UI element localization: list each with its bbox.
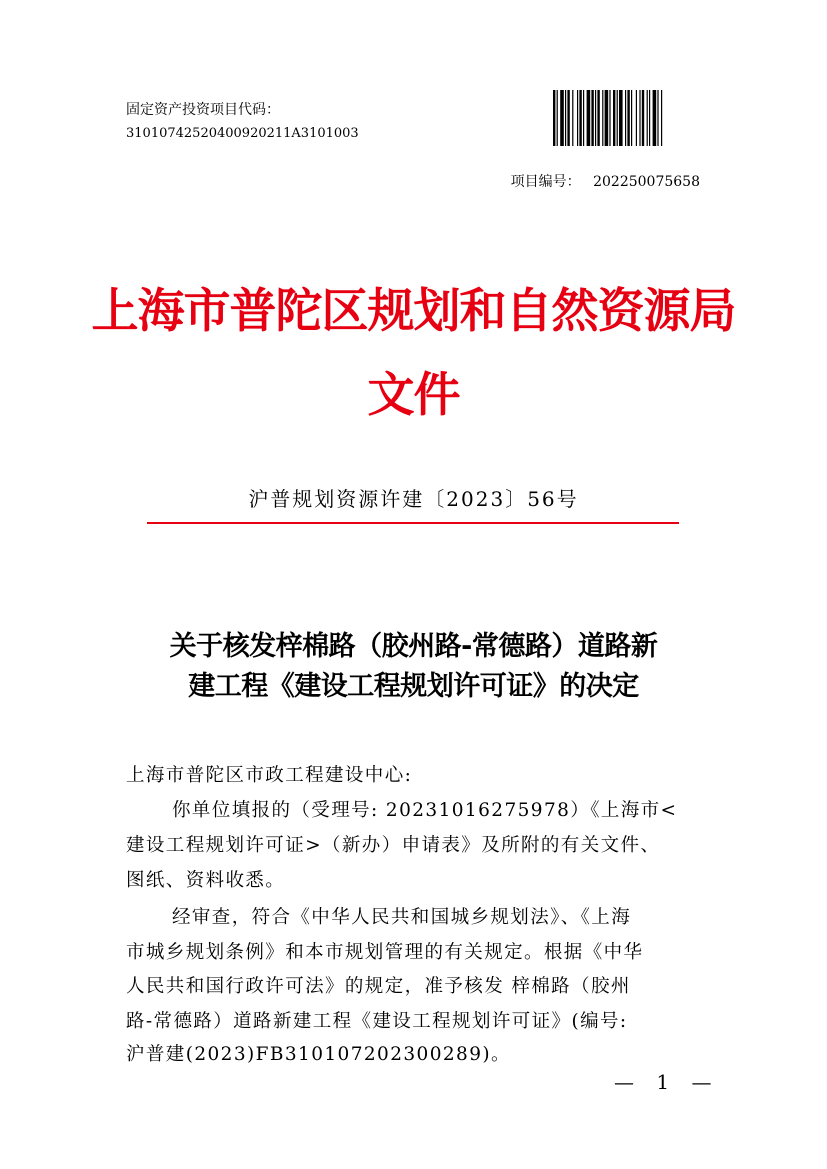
investment-code-value: 31010742520400920211A3101003 <box>126 126 359 141</box>
barcode-bar <box>577 90 578 146</box>
barcode-bar <box>553 90 555 146</box>
barcode-bar <box>639 90 640 146</box>
barcode-bar <box>560 90 564 146</box>
barcode-image <box>553 90 693 146</box>
subject-line1: 关于核发梓棉路（胶州路-常德路）道路新 <box>169 631 658 662</box>
barcode-bar <box>627 90 629 146</box>
barcode-bar <box>597 90 599 146</box>
barcode-bar <box>587 90 591 146</box>
red-divider-line <box>147 522 679 524</box>
barcode-bar <box>579 90 581 146</box>
paragraph-2-line: 市城乡规划条例》和本市规划管理的有关规定。根据《中华 <box>126 942 644 963</box>
paragraph-1-line: 图纸、资料收悉。 <box>126 870 286 891</box>
barcode-bar <box>649 90 650 146</box>
issuer-title-line2: 文件 <box>367 368 460 423</box>
project-number <box>511 172 700 192</box>
paragraph-2-line: 路-常德路）道路新建工程《建设工程规划许可证》(编号: <box>126 1011 628 1032</box>
barcode-bar <box>661 90 662 146</box>
barcode-bar <box>565 90 566 146</box>
barcode-bar <box>617 90 618 146</box>
paragraph-1-line: 建设工程规划许可证>（新办）申请表》及所附的有关文件、 <box>126 835 661 856</box>
addressee: 上海市普陀区市政工程建设中心: <box>126 765 413 786</box>
paragraph-2-line: 人民共和国行政许可法》的规定，准予核发 梓棉路（胶州 <box>126 976 631 997</box>
barcode-bar <box>591 90 593 146</box>
barcode-bar <box>602 90 603 146</box>
barcode-bar <box>557 90 558 146</box>
subject-line2: 建工程《建设工程规划许可证》的决定 <box>188 671 639 702</box>
barcode-bar <box>605 90 609 146</box>
investment-code-label: 固定资产投资项目代码： <box>126 102 280 118</box>
project-number-label: 项目编号： <box>510 174 581 190</box>
barcode-bar <box>631 90 632 146</box>
barcode-bar <box>636 90 637 146</box>
barcode-bar <box>625 90 626 146</box>
barcode-bar <box>619 90 623 146</box>
paragraph-2-line: 沪普建(2023)FB310107202300289)。 <box>126 1044 511 1065</box>
paragraph-2-line: 经审查，符合《中华人民共和国城乡规划法》、《上海 <box>172 907 632 928</box>
barcode-bar <box>647 90 648 146</box>
project-number-value: 202250075658 <box>593 174 700 190</box>
document-number: 沪普规划资源许建〔2023〕56号 <box>248 487 579 511</box>
barcode-bar <box>595 90 596 146</box>
barcode-bar <box>642 90 644 146</box>
barcode-bar <box>613 90 615 146</box>
issuer-title-line1: 上海市普陀区规划和自然资源局 <box>91 284 736 339</box>
barcode-bar <box>653 90 657 146</box>
barcode-bar <box>567 90 569 146</box>
paragraph-1-line: 你单位填报的（受理号: 20231016275978）《上海市< <box>172 800 678 821</box>
page-number: — 1 — <box>614 1070 720 1094</box>
barcode-bar <box>609 90 610 146</box>
barcode-bar <box>583 90 584 146</box>
barcode-bar <box>657 90 658 146</box>
barcode-bar <box>572 90 573 146</box>
